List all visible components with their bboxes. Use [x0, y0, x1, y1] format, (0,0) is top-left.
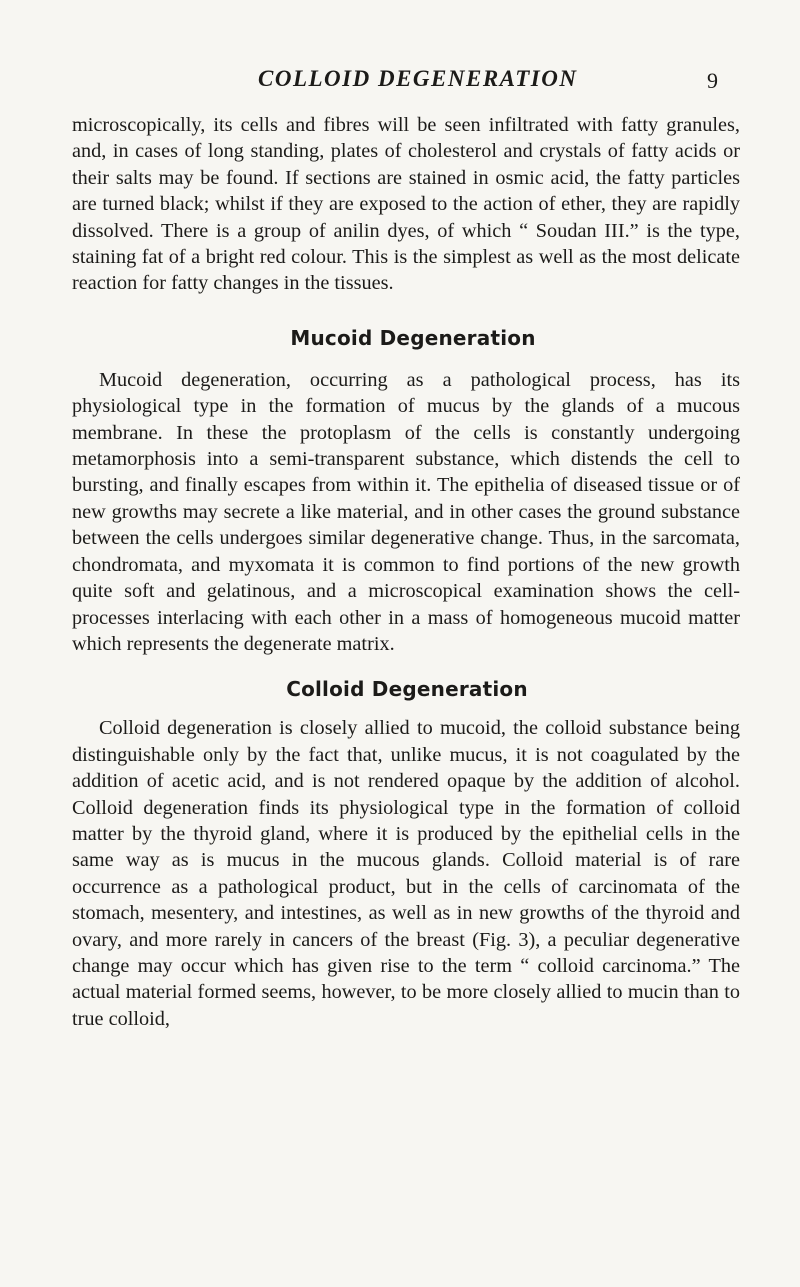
paragraph-fatty-changes: microscopically, its cells and fibres will be seen infiltrated with fatty granules, and, in cases of long standing, plates of cholesterol and crystals of fatty acids or their salts may be found. If sections are stained in osmic acid, the fatty particles are turned black; whilst if they are exposed to the action of ether, they are rapidly dissolved. There is a group of anilin dyes, of which “ Soudan III.” is the type, staining fat of a bright red colour. This is the simplest as well as the most delicate reaction for fatty changes in the tissues.: [72, 114, 740, 295]
page-number: 9: [707, 68, 718, 93]
section-heading-colloid: Colloid Degeneration: [286, 677, 528, 702]
running-title: COLLOID DEGENERATION: [258, 66, 578, 91]
page-body: [72, 112, 740, 1032]
running-head: [0, 66, 800, 96]
section-heading-mucoid: Mucoid Degeneration: [290, 325, 536, 350]
paragraph-mucoid-degeneration: Mucoid degeneration, occurring as a pathological process, has its physiological type in the formation of mucus by the glands of a mucous membrane. In these the protoplasm of the cells is constantly undergoing metamorphosis into a semi-transparent substance, which distends the cell to bursting, and finally escapes from within it. The epithelia of diseased tissue or of new growths may secrete a like material, and in other cases the ground substance between the cells undergoes similar degenerative change. Thus, in the sarcomata, chondromata, and myxomata it is common to find portions of the new growth quite soft and gelatinous, and a microscopical examination shows the cell-processes interlacing with each other in a mass of homogeneous mucoid matter which represents the degenerate matrix.: [72, 368, 740, 655]
paragraph-colloid-degeneration: Colloid degeneration is closely allied to mucoid, the colloid substance being distinguishable only by the fact that, unlike mucus, it is not coagulated by the addition of acetic acid, and is not rendered opaque by the addition of alcohol. Colloid degeneration finds its physiological type in the formation of colloid matter by the thyroid gland, where it is produced by the epithelial cells in the same way as is mucus in the mucous glands. Colloid material is of rare occurrence as a pathological product, but in the cells of carcinomata of the stomach, mesentery, and intestines, as well as in new growths of the thyroid and ovary, and more rarely in cancers of the breast (Fig. 3), a peculiar degenerative change may occur which has given rise to the term “ colloid carcinoma.” The actual material formed seems, however, to be more closely allied to mucin than to true colloid,: [72, 717, 740, 1030]
